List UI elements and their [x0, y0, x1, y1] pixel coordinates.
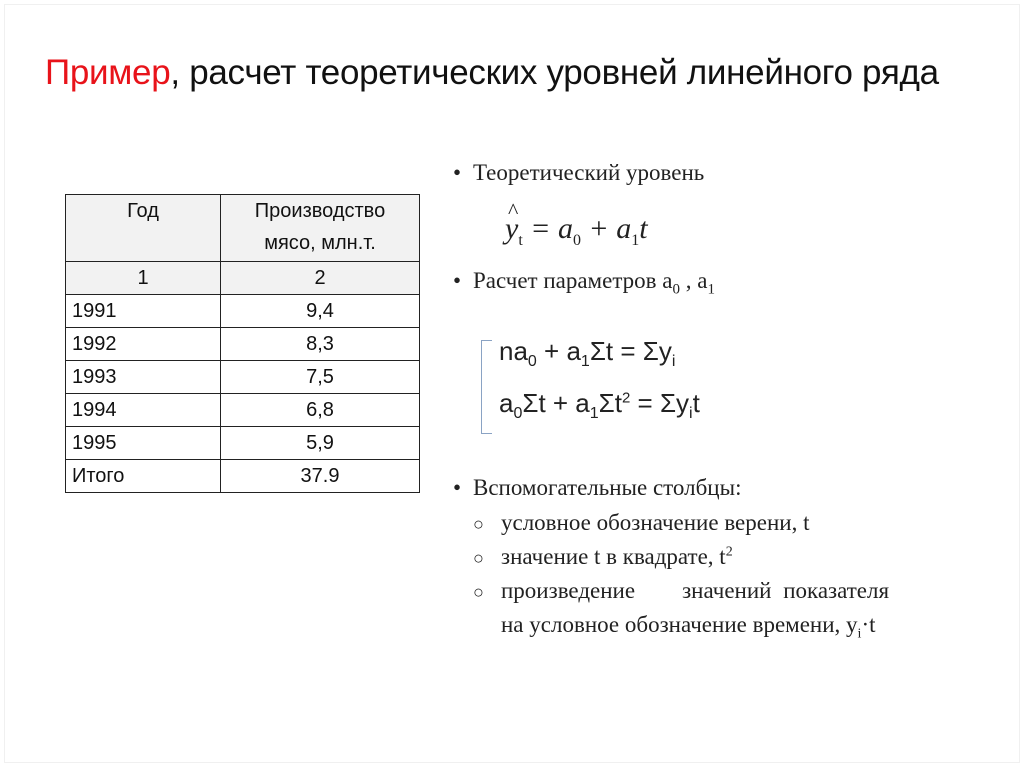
circle-bullet-icon: ○ [473, 582, 484, 602]
circle-bullet-icon: ○ [473, 548, 484, 568]
formula-theoretical-level: ^ $y_t = a_0 + a_1t$ [505, 212, 648, 246]
equation-2: $a_0\Sigma t + a_1\Sigma t^2 = \Sigma y_it$ [499, 388, 700, 423]
equation-1: $na_0 + a_1\Sigma t = \Sigma y_i$ [499, 336, 676, 371]
bullet-auxiliary-columns: • Вспомогательные столбцы: [453, 475, 742, 500]
bullet-parameters: • Расчет параметров $a_0$ , $a_1$ [453, 268, 715, 298]
sub-item-t-squared: ○ значение t в квадрате, $t^2$ [473, 544, 733, 569]
brace-icon [481, 340, 492, 434]
bullet-icon: • [453, 475, 462, 500]
table-row: 1991 9,4 [66, 295, 420, 328]
bullet-theoretical-level: • Теоретический уровень [453, 160, 705, 185]
column-number-row: 1 2 [66, 262, 420, 295]
header-year: Год [66, 195, 221, 262]
sub-item-time: ○ условное обозначение верени, t [473, 510, 810, 535]
table-row: 1995 5,9 [66, 427, 420, 460]
bullet-icon: • [453, 268, 462, 293]
sub-item-product: ○ произведение значений показателя [473, 578, 890, 603]
table-row: 1992 8,3 [66, 328, 420, 361]
table-row: 1994 6,8 [66, 394, 420, 427]
slide-title [45, 53, 939, 93]
table-header-row [66, 195, 420, 262]
table-total-row: Итого 37.9 [66, 460, 420, 493]
bullet-icon: • [453, 160, 462, 185]
circle-bullet-icon: ○ [473, 514, 484, 534]
slide [4, 4, 1020, 763]
meat-production-table [65, 194, 420, 493]
table-row: 1993 7,5 [66, 361, 420, 394]
header-production: Производство мясо, млн.т. [221, 195, 420, 262]
title-accent: Пример [45, 53, 171, 92]
sub-item-product-cont: на условное обозначение времени, $y_i\cdot t$ [501, 612, 876, 642]
title-rest: , расчет теоретических уровней линейного ряда [170, 53, 939, 92]
